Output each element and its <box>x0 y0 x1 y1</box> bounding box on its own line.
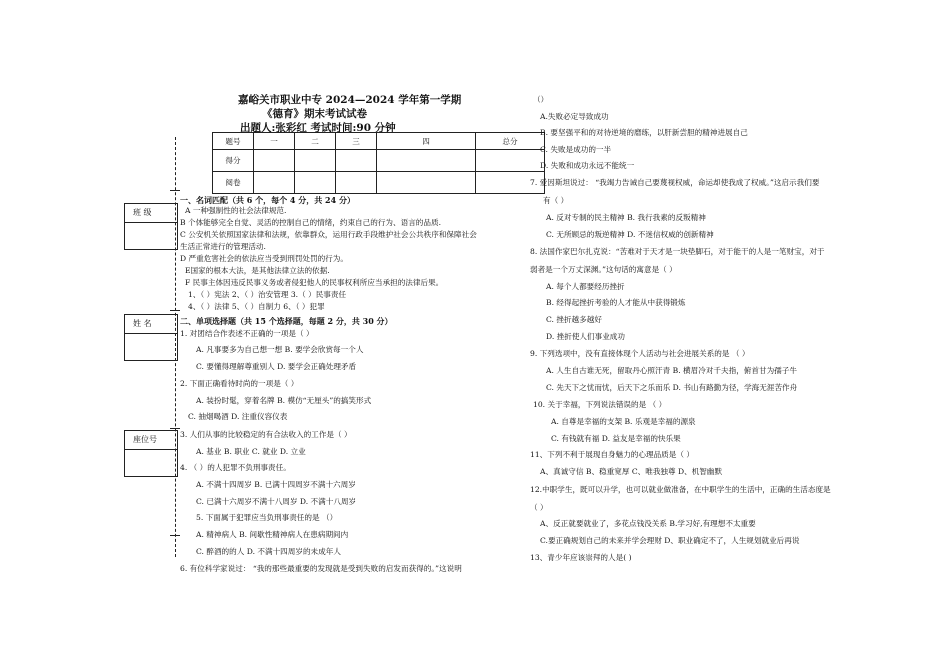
question-line: D. 失败和成功永远不能统一 <box>540 161 635 170</box>
question-line: A. 每个人都要经历挫折 <box>546 282 625 291</box>
question-line: A. 自尊是幸福的支架 B. 乐观是幸福的源泉 <box>551 417 696 426</box>
question-line: C. 挫折越多越好 <box>546 315 602 324</box>
question-line: A. 精神病人 B. 间歇性精神病人在患病期间内 <box>196 530 349 539</box>
question-line: A、真诚守信 B、稳重宽厚 C、唯我独尊 D、机智幽默 <box>540 467 723 476</box>
question-line: F 民事主体因违反民事义务或者侵犯他人的民事权利所应当承担的法律后果。 <box>185 278 444 287</box>
binding-mark <box>170 428 180 429</box>
score-table <box>212 132 545 194</box>
question-line: C. 有钱就有福 D. 益友是幸福的快乐果 <box>551 434 681 443</box>
question-line: 6. 有位科学家说过： “我的那些最重要的发现就是受到失败的启发而获得的。”这说明 <box>180 564 462 573</box>
question-line: 11、下列不利于展现自身魅力的心理品质是（ ） <box>530 450 694 459</box>
question-line: C. 已满十六周岁不满十八周岁 D. 不满十八周岁 <box>196 497 357 506</box>
question-line: C. 抽烟喝酒 D. 注重仪容仪表 <box>188 412 288 421</box>
binding-mark <box>170 310 180 311</box>
score-header-cell: 总分 <box>476 133 545 150</box>
question-line: C 公安机关依照国家法律和法规，依靠群众，运用行政手段维护社会公共秩序和保障社会 <box>180 230 477 239</box>
question-line: D. 挫折使人们事业成功 <box>546 332 625 341</box>
exam-title-school: 嘉峪关市职业中专 2024—2024 学年第一学期 <box>238 94 462 106</box>
score-row-label: 阅卷 <box>213 172 254 194</box>
question-line: C.要正确规划自己的未来并学会理财 D、职业确定不了，人生规划就业后再说 <box>540 536 800 545</box>
question-line: 1、（ ）宪法 2、（ ）治安管理 3.（ ）民事责任 <box>188 290 347 299</box>
question-line: A. 反对专制的民主精神 B. 我行我素的反叛精神 <box>546 213 706 222</box>
score-header-cell: 二 <box>295 133 336 150</box>
question-line: 有（ ） <box>543 196 569 205</box>
name-label: 姓 名 <box>125 315 177 334</box>
question-line: 8. 法国作家巴尔扎克说：“苦难对于天才是一块垫脚石，对于能干的人是一笔财宝，对于 <box>530 247 825 256</box>
question-line: C. 无所顾忌的叛逆精神 D. 不迷信权威的创新精神 <box>546 230 714 239</box>
class-label: 班 级 <box>125 204 177 223</box>
question-line: B. 经得起挫折考验的人才能从中获得锻炼 <box>546 298 686 307</box>
question-line: 10. 关于幸福，下列说法错误的是 （ ） <box>533 400 667 409</box>
question-line: 12.中职学生，既可以升学，也可以就业做准备，在中职学生的生活中，正确的生活态度是 <box>530 485 831 494</box>
question-line: 3. 人们从事的比较稳定的有合法收入的工作是（ ） <box>180 430 352 439</box>
question-line: A. 人生自古谁无死，留取丹心照汗青 B. 横眉冷对千夫指，俯首甘为孺子牛 <box>546 366 797 375</box>
class-field[interactable] <box>125 223 177 249</box>
question-line: D 严重危害社会的依法应当受到刑罚处罚的行为。 <box>180 254 348 263</box>
question-line: C. 失败是成功的一半 <box>540 145 612 154</box>
score-header-cell: 一 <box>254 133 295 150</box>
question-line: 二、单项选择题（共 15 个选择题，每题 2 分，共 30 分） <box>180 316 393 326</box>
question-line: A、反正就要就业了，多花点钱没关系 B.学习好,有理想不太重要 <box>540 519 756 528</box>
score-header-cell: 三 <box>336 133 377 150</box>
question-line: 9. 下列选项中，没有直接体现个人活动与社会进展关系的是 （ ） <box>530 349 750 358</box>
question-line: A. 不满十四周岁 B. 已满十四周岁不满十六周岁 <box>196 480 356 489</box>
question-line: B. 要坚强平和的对待逆境的磨练，以肝新尝胆的精神进展自己 <box>540 128 748 137</box>
name-box <box>124 314 178 361</box>
question-line: A 一种强制性的社会法律规范. <box>185 206 287 215</box>
question-line: B 个体能够完全自觉、灵活的控制自己的情绪，约束自己的行为、语言的品质. <box>180 218 441 227</box>
score-row-label: 得分 <box>213 150 254 172</box>
question-line: 1. 对团结合作表述不正确的一项是（ ） <box>180 329 314 338</box>
question-line: A.失败必定导致成功 <box>540 112 609 121</box>
question-line: C. 醉酒的的人 D. 不满十四周岁的未成年人 <box>196 547 341 556</box>
question-line: A. 凡事要多为自己想一想 B. 要学会欣赏每一个人 <box>196 345 364 354</box>
question-line: A. 装扮时髦，穿着名牌 B. 模仿“无厘头”的搞笑形式 <box>196 396 372 405</box>
question-line: A. 基业 B. 职业 C. 就业 D. 立业 <box>196 447 306 456</box>
seat-field[interactable] <box>125 450 177 476</box>
class-box <box>124 203 178 250</box>
question-line: 7. 爱因斯坦说过： “我竭力告诫自己要蔑视权威，命运却使我成了权威。”这启示我们要 <box>530 178 820 187</box>
exam-author-time: 出题人:张彩红 考试时间:90 分钟 <box>240 122 396 134</box>
question-line: （ ） <box>530 503 548 512</box>
question-line: 5. 下面属于犯罪应当负刑事责任的是 （） <box>196 513 338 522</box>
question-line: 2. 下面正确看待时尚的一项是（ ） <box>180 379 299 388</box>
binding-mark <box>170 535 180 536</box>
question-line: C. 先天下之忧而忧，后天下之乐而乐 D. 书山有路勤为径，学海无涯苦作舟 <box>546 383 798 392</box>
question-line: （） <box>533 95 549 104</box>
question-line: 弱者是一个万丈深渊。”这句话的寓意是（ ） <box>530 265 677 274</box>
question-line: 生活正常进行的管理活动. <box>180 242 266 251</box>
name-field[interactable] <box>125 334 177 360</box>
question-line: 4. （ ）的人犯罪不负刑事责任。 <box>180 463 291 472</box>
question-line: C. 要懂得理解尊重别人 D. 要学会正确处理矛盾 <box>196 362 357 371</box>
exam-title-subject: 《德育》期末考试试卷 <box>262 108 367 120</box>
score-header-cell: 四 <box>377 133 476 150</box>
question-line: 13、青少年应该崇拜的人是( ) <box>530 553 632 562</box>
binding-mark <box>170 190 180 191</box>
question-line: 4、（ ）法律 5、（ ）自制力 6、（ ）犯罪 <box>188 302 325 311</box>
question-line: E国家的根本大法，是其他法律立法的依据. <box>185 266 330 275</box>
seat-box <box>124 430 178 477</box>
question-line: 一、名词匹配（共 6 个，每个 4 分，共 24 分） <box>180 195 355 205</box>
seat-label: 座位号 <box>125 431 177 450</box>
score-header-cell: 题号 <box>213 133 254 150</box>
